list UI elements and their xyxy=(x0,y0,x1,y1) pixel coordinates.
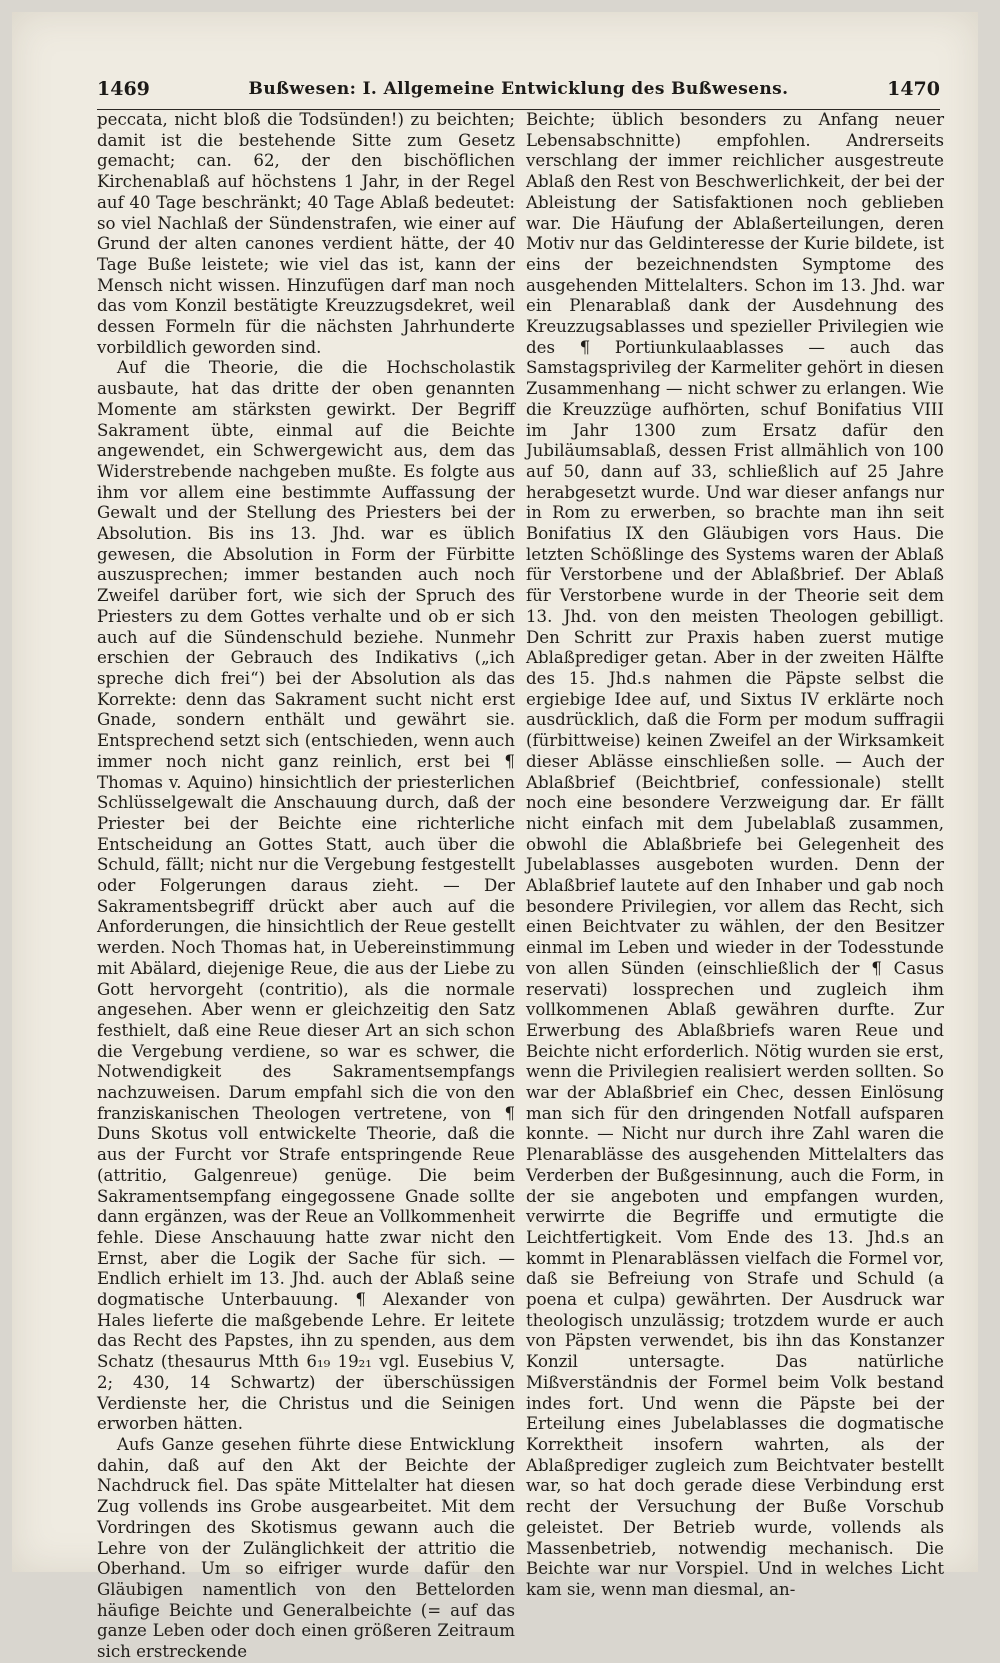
paragraph: Beichte; üblich besonders zu Anfang neuer Lebensabschnitte) empfohlen. Andrerseits verschlang der immer reichlicher ausgestreute Ablaß den Rest von Beschwerlichkeit, der bei der Ableistung der Satisfaktionen noch geblieben war. Die Häufung der Ablaßerteilungen, deren Motiv nur das Geldinteresse der Kurie bildete, ist eins der bezeichnendsten Symptome des ausgehenden Mittelalters. Schon im 13. Jhd. war ein Plenarablaß dank der Ausdehnung des Kreuzzugsablasses und spezieller Privilegien wie des ¶ Portiunkulaablasses — auch das Samstagsprivileg der Karmeliter gehört in diesen Zusammenhang — nicht schwer zu erlangen. Wie die Kreuzzüge aufhörten, schuf Bonifatius VIII im Jahr 1300 zum Ersatz dafür den Jubiläumsablaß, dessen Frist allmählich von 100 auf 50, dann auf 33, schließlich auf 25 Jahre herabgesetzt wurde. Und war dieser anfangs nur in Rom zu erwerben, so brachte man ihn seit Bonifatius IX den Gläubigen vors Haus. Die letzten Schößlinge des Systems waren der Ablaß für Verstorbene und der Ablaßbrief. Der Ablaß für Verstorbene wurde in der Theorie seit dem 13. Jhd. von den meisten Theologen gebilligt. Den Schritt zur Praxis haben zuerst mutige Ablaßprediger getan. Aber in der zweiten Hälfte des 15. Jhd.s nahmen die Päpste selbst die ergiebige Idee auf, und Sixtus IV erklärte noch ausdrücklich, daß die Form per modum suffragii (fürbittweise) keinen Zweifel an der Wirksamkeit dieser Ablässe einschließen solle. — Auch der Ablaßbrief (Beichtbrief, confessionale) stellt noch eine besondere Verzweigung dar. Er fällt nicht einfach mit dem Jubelablaß zusammen, obwohl die Ablaßbriefe bei Gelegenheit des Jubelablasses ausgeboten wurden. Denn der Ablaßbrief lautete auf den Inhaber und gab noch besondere Privilegien, vor allem das Recht, sich einen Beichtvater zu wählen, der den Besitzer einmal im Leben und wieder in der Todesstunde von allen Sünden (einschließlich der ¶ Casus reservati) lossprechen und zugleich ihm vollkommenen Ablaß gewähren durfte. Zur Erwerbung des Ablaßbriefs waren Reue und Beichte nicht erforderlich. Nötig wurden sie erst, wenn die Privilegien realisiert werden sollten. So war der Ablaßbrief ein Chec, dessen Einlösung man sich für den dringenden Notfall aufsparen konnte. — Nicht nur durch ihre Zahl waren die Plenarablässe des ausgehenden Mittelalters das Verderben der Bußgesinnung, auch die Form, in der sie angeboten und empfangen wurden, verwirrte die Begriffe und ermutigte die Leichtfertigkeit. Vom Ende des 13. Jhd.s an kommt in Plenarablässen vielfach die Formel vor, daß sie Befreiung von Strafe und Schuld (a poena et culpa) gewährten. Der Ausdruck war theologisch unzulässig; trotzdem wurde er auch von Päpsten verwendet, bis ihn das Konstanzer Konzil untersagte. Das natürliche Mißverständnis der Formel beim Volk bestand indes fort. Und wenn die Päpste bei der Erteilung eines Jubelablasses die dogmatische Korrektheit insofern wahrten, als der Ablaßprediger zugleich zum Beichtvater bestellt war, so hat doch gerade diese Verbindung erst recht der Versuchung der Buße Vorschub geleistet. Der Betrieb wurde, vollends als Massenbetrieb, notwendig mechanisch. Die Beichte war nur Vorspiel. Und in welches Licht kam sie, wenn man diesmal, an- xyxy=(526,110,944,1599)
left-column xyxy=(97,110,515,1662)
paragraph: Aufs Ganze gesehen führte diese Entwicklung dahin, daß auf den Akt der Beichte der Nachdruck fiel. Das späte Mittelalter hat diesen Zug vollends ins Grobe ausgearbeitet. Mit dem Vordringen des Skotismus gewann auch die Lehre von der Zulänglichkeit der attritio die Oberhand. Um so eifriger wurde dafür den Gläubigen namentlich von den Bettelorden häufige Beichte und Generalbeichte (= auf das ganze Leben oder doch einen größeren Zeitraum sich erstreckende xyxy=(97,1435,515,1662)
right-column xyxy=(526,110,944,1599)
page-number-left: 1469 xyxy=(97,78,150,100)
page-header xyxy=(97,74,940,104)
paragraph: peccata, nicht bloß die Todsünden!) zu beichten; damit ist die bestehende Sitte zum Gesetz gemacht; can. 62, der den bischöflichen Kirchenablaß auf höchstens 1 Jahr, in der Regel auf 40 Tage beschränkt; 40 Tage Ablaß bedeutet: so viel Nachlaß der Sündenstrafen, wie einer auf Grund der alten canones verdient hätte, der 40 Tage Buße leistete; wie viel das ist, kann der Mensch nicht wissen. Hinzufügen darf man noch das vom Konzil bestätigte Kreuzzugsdekret, weil dessen Formeln für die nächsten Jahrhunderte vorbildlich geworden sind. xyxy=(97,110,515,357)
running-title: Bußwesen: I. Allgemeine Entwicklung des Bußwesens. xyxy=(248,79,789,99)
paragraph: Auf die Theorie, die die Hochscholastik ausbaute, hat das dritte der oben genannten Momente am stärksten gewirkt. Der Begriff Sakrament übte, einmal auf die Beichte angewendet, ein Schwergewicht aus, dem das Widerstrebende nachgeben mußte. Es folgte aus ihm vor allem eine bestimmte Auffassung der Gewalt und der Stellung des Priesters bei der Absolution. Bis ins 13. Jhd. war es üblich gewesen, die Absolution in Form der Fürbitte auszusprechen; immer bestanden auch noch Zweifel darüber fort, wie sich der Spruch des Priesters zu dem Gottes verhalte und ob er sich auch auf die Sündenschuld beziehe. Nunmehr erschien der Gebrauch des Indikativs („ich spreche dich frei“) bei der Absolution als das Korrekte: denn das Sakrament sucht nicht erst Gnade, sondern enthält und gewährt sie. Entsprechend setzt sich (entschieden, wenn auch immer noch nicht ganz reinlich, erst bei ¶ Thomas v. Aquino) hinsichtlich der priesterlichen Schlüsselgewalt die Anschauung durch, daß der Priester bei der Beichte eine richterliche Entscheidung an Gottes Statt, auch über die Schuld, fällt; nicht nur die Vergebung festgestellt oder Folgerungen daraus zieht. — Der Sakramentsbegriff drückt aber auch auf die Anforderungen, die hinsichtlich der Reue gestellt werden. Noch Thomas hat, in Uebereinstimmung mit Abälard, diejenige Reue, die aus der Liebe zu Gott hervorgeht (contritio), als die normale angesehen. Aber wenn er gleichzeitig den Satz festhielt, daß eine Reue dieser Art an sich schon die Vergebung verdiene, so war es schwer, die Notwendigkeit des Sakramentsempfangs nachzuweisen. Darum empfahl sich die von den franziskanischen Theologen vertretene, von ¶ Duns Skotus voll entwickelte Theorie, daß die aus der Furcht vor Strafe entspringende Reue (attritio, Galgenreue) genüge. Die beim Sakramentsempfang eingegossene Gnade sollte dann ergänzen, was der Reue an Vollkommenheit fehle. Diese Anschauung hatte zwar nicht den Ernst, aber die Logik der Sache für sich. — Endlich erhielt im 13. Jhd. auch der Ablaß seine dogmatische Unterbauung. ¶ Alexander von Hales lieferte die maßgebende Lehre. Er leitete das Recht des Papstes, ihn zu spenden, aus dem Schatz (thesaurus Mtth 6₁₉ 19₂₁ vgl. Eusebius V, 2; 430, 14 Schwartz) der überschüssigen Verdienste her, die Christus und die Seinigen erworben hätten. xyxy=(97,358,515,1434)
page-number-right: 1470 xyxy=(887,78,940,100)
